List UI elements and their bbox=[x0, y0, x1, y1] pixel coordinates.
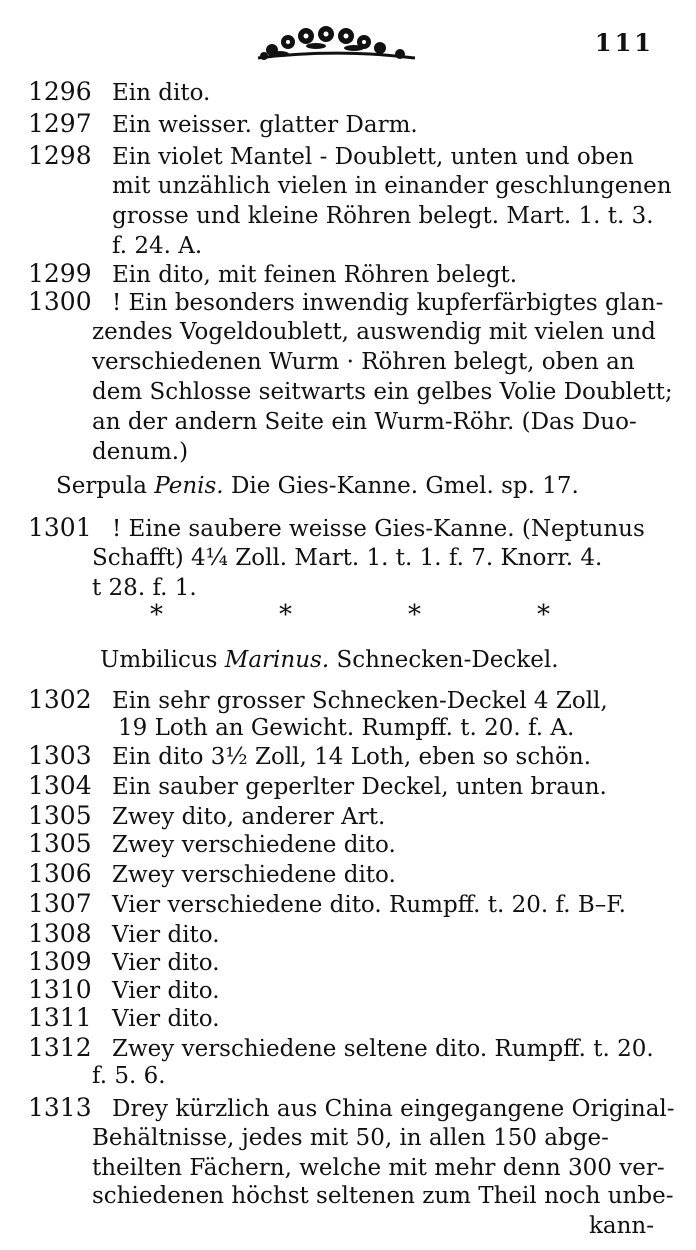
entry-continuation: denum.) bbox=[92, 439, 189, 465]
entry-1313 bbox=[28, 1094, 675, 1123]
entry-number: 1300 bbox=[28, 287, 92, 316]
entry-text: Vier dito. bbox=[112, 922, 220, 948]
entry-number: 1296 bbox=[28, 77, 92, 106]
entry-1299 bbox=[28, 260, 517, 289]
entry-number: 1307 bbox=[28, 889, 92, 918]
entry-1303 bbox=[28, 742, 591, 771]
entry-continuation: f. 5. 6. bbox=[92, 1063, 166, 1089]
entry-1311 bbox=[28, 1004, 220, 1033]
entry-continuation: grosse und kleine Röhren belegt. Mart. 1. t. 3. bbox=[112, 203, 654, 229]
entry-1304 bbox=[28, 772, 607, 801]
entry-continuation: zendes Vogeldoublett, auswendig mit vielen und bbox=[92, 319, 656, 345]
entry-text: Vier dito. bbox=[112, 1006, 220, 1032]
entry-text: Ein violet Mantel - Doublett, unten und oben bbox=[112, 144, 634, 170]
entry-number: 1306 bbox=[28, 859, 92, 888]
entry-1305a bbox=[28, 802, 385, 831]
entry-text: Zwey verschiedene dito. bbox=[112, 832, 396, 858]
entry-continuation: f. 24. A. bbox=[112, 233, 203, 259]
entry-continuation: 19 Loth an Gewicht. Rumpff. t. 20. f. A. bbox=[118, 715, 575, 741]
section-heading-serpula: Serpula Penis. Die Gies-Kanne. Gmel. sp. 17. bbox=[56, 473, 579, 499]
entry-number: 1305 bbox=[28, 829, 92, 858]
entry-text: Vier dito. bbox=[112, 950, 220, 976]
entry-1298 bbox=[28, 142, 634, 171]
entry-1308 bbox=[28, 920, 220, 949]
page-header bbox=[0, 18, 696, 68]
entry-1296 bbox=[28, 78, 210, 107]
asterism-divider: * * * * bbox=[150, 600, 550, 630]
entry-text: Zwey dito, anderer Art. bbox=[112, 804, 386, 830]
entry-text: Ein dito 3½ Zoll, 14 Loth, eben so schön. bbox=[112, 744, 592, 770]
entry-number: 1303 bbox=[28, 741, 92, 770]
catchword: kann- bbox=[588, 1213, 654, 1239]
entry-text: ! Eine saubere weisse Gies-Kanne. (Neptunus bbox=[112, 516, 645, 542]
entry-1297 bbox=[28, 110, 418, 139]
entry-continuation: verschiedenen Wurm · Röhren belegt, oben an bbox=[92, 349, 635, 375]
entry-number: 1309 bbox=[28, 947, 92, 976]
entry-number: 1313 bbox=[28, 1093, 92, 1122]
entry-continuation: schiedenen höchst seltenen zum Theil noch unbe- bbox=[92, 1183, 674, 1209]
entry-text: ! Ein besonders inwendig kupferfärbigtes glan- bbox=[112, 290, 664, 316]
entry-number: 1312 bbox=[28, 1033, 92, 1062]
entry-text: Drey kürzlich aus China eingegangene Original- bbox=[112, 1096, 675, 1122]
entry-text: Ein sehr grosser Schnecken-Deckel 4 Zoll, bbox=[112, 688, 608, 714]
entry-1310 bbox=[28, 976, 220, 1005]
entry-number: 1310 bbox=[28, 975, 92, 1004]
entry-1305b bbox=[28, 830, 396, 859]
entry-continuation: t 28. f. 1. bbox=[92, 575, 197, 601]
entry-1302 bbox=[28, 686, 608, 715]
entry-number: 1304 bbox=[28, 771, 92, 800]
section-heading-umbilicus: Umbilicus Marinus. Schnecken-Deckel. bbox=[100, 647, 559, 673]
entry-number: 1308 bbox=[28, 919, 92, 948]
entry-1307 bbox=[28, 890, 626, 919]
entry-number: 1302 bbox=[28, 685, 92, 714]
entry-text: Vier dito. bbox=[112, 978, 220, 1004]
entry-number: 1298 bbox=[28, 141, 92, 170]
entry-continuation: an der andern Seite ein Wurm-Röhr. (Das Duo- bbox=[92, 409, 637, 435]
entry-number: 1305 bbox=[28, 801, 92, 830]
entry-continuation: Schafft) 4¼ Zoll. Mart. 1. t. 1. f. 7. Knorr. 4. bbox=[92, 545, 603, 571]
entry-number: 1301 bbox=[28, 513, 92, 542]
entry-text: Zwey verschiedene seltene dito. Rumpff. t. 20. bbox=[112, 1036, 654, 1062]
page-number: 111 bbox=[594, 28, 654, 57]
entry-1301 bbox=[28, 514, 645, 543]
entry-continuation: dem Schlosse seitwarts ein gelbes Volie Doublett; bbox=[92, 379, 673, 405]
entry-continuation: theilten Fächern, welche mit mehr denn 300 ver- bbox=[92, 1155, 665, 1181]
entry-text: Ein weisser. glatter Darm. bbox=[112, 112, 418, 138]
entry-number: 1297 bbox=[28, 109, 92, 138]
entry-text: Zwey verschiedene dito. bbox=[112, 862, 396, 888]
entry-continuation: mit unzählich vielen in einander geschlungenen bbox=[112, 173, 672, 199]
entry-1300 bbox=[28, 288, 663, 317]
entry-1306 bbox=[28, 860, 396, 889]
entry-continuation: Behältnisse, jedes mit 50, in allen 150 abge- bbox=[92, 1125, 609, 1151]
entry-text: Ein sauber geperlter Deckel, unten braun. bbox=[112, 774, 607, 800]
entry-1312 bbox=[28, 1034, 654, 1063]
entry-number: 1311 bbox=[28, 1003, 92, 1032]
entry-text: Vier verschiedene dito. Rumpff. t. 20. f. B–F. bbox=[112, 892, 626, 918]
entry-number: 1299 bbox=[28, 259, 92, 288]
entry-1309 bbox=[28, 948, 220, 977]
entry-text: Ein dito. bbox=[112, 80, 211, 106]
floral-ornament-icon bbox=[250, 24, 420, 64]
entry-text: Ein dito, mit feinen Röhren belegt. bbox=[112, 262, 518, 288]
